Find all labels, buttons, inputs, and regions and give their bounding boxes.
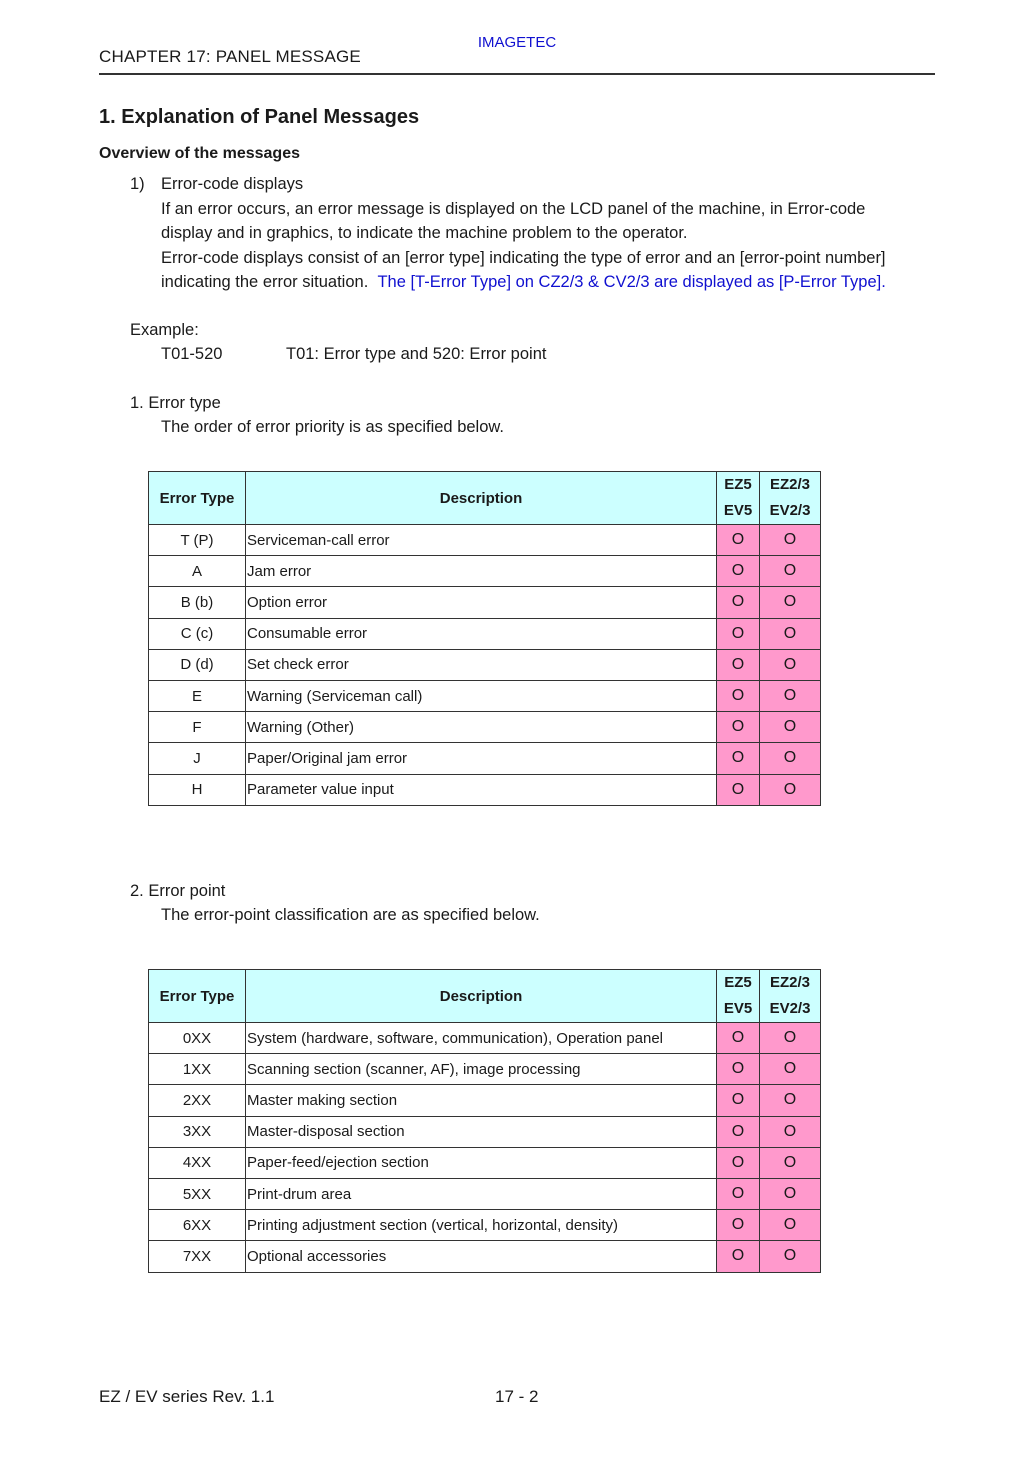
- table-row: [149, 712, 821, 743]
- table-row: [149, 1116, 821, 1147]
- cell-mark-ez5: O: [717, 1023, 760, 1054]
- header-ev23: EV2/3: [769, 502, 811, 519]
- cell-description: Jam error: [246, 556, 717, 587]
- table-row: [149, 743, 821, 774]
- cell-mark-ez23: O: [760, 1147, 821, 1178]
- header-ez23: EZ2/3: [769, 476, 811, 493]
- brand-name: IMAGETEC: [477, 34, 557, 51]
- intro-item-number: 1): [130, 175, 145, 193]
- example-code: T01-520: [161, 345, 223, 363]
- intro-block: [161, 172, 941, 295]
- table-row: [149, 618, 821, 649]
- cell-mark-ez23: O: [760, 649, 821, 680]
- intro-line-3: Error-code displays consist of an [error type] indicating the type of error and an [error-point number]: [161, 248, 886, 267]
- cell-error-type: 4XX: [149, 1147, 246, 1178]
- cell-mark-ez5: O: [717, 1054, 760, 1085]
- cell-mark-ez23: O: [760, 618, 821, 649]
- cell-description: Print-drum area: [246, 1178, 717, 1209]
- cell-mark-ez23: O: [760, 743, 821, 774]
- cell-mark-ez23: O: [760, 587, 821, 618]
- table-header-row: [149, 472, 821, 525]
- cell-error-type: F: [149, 712, 246, 743]
- cell-description: System (hardware, software, communication), Operation panel: [246, 1023, 717, 1054]
- cell-description: Paper-feed/ejection section: [246, 1147, 717, 1178]
- footer-series: EZ / EV series Rev. 1.1: [99, 1387, 275, 1406]
- cell-mark-ez23: O: [760, 525, 821, 556]
- cell-description: Optional accessories: [246, 1241, 717, 1272]
- cell-mark-ez23: O: [760, 1085, 821, 1116]
- header-model-ez5: [717, 472, 760, 525]
- cell-description: Parameter value input: [246, 774, 717, 805]
- cell-description: Master making section: [246, 1085, 717, 1116]
- header-error-type: Error Type: [149, 970, 246, 1023]
- cell-mark-ez23: O: [760, 1241, 821, 1272]
- footer-page-number: 17 - 2: [495, 1387, 539, 1406]
- header-ev5: EV5: [723, 1000, 753, 1017]
- table-row: [149, 525, 821, 556]
- table-row: [149, 587, 821, 618]
- cell-error-type: E: [149, 680, 246, 711]
- cell-description: Warning (Other): [246, 712, 717, 743]
- header-ev5: EV5: [723, 502, 753, 519]
- chapter-title: CHAPTER 17: PANEL MESSAGE: [99, 47, 361, 66]
- intro-item-title: Error-code displays: [161, 175, 304, 193]
- cell-error-type: 6XX: [149, 1210, 246, 1241]
- cell-mark-ez23: O: [760, 1023, 821, 1054]
- section-subtitle: Overview of the messages: [99, 145, 300, 162]
- cell-description: Paper/Original jam error: [246, 743, 717, 774]
- cell-mark-ez5: O: [717, 1116, 760, 1147]
- table-header-row: [149, 970, 821, 1023]
- cell-mark-ez5: O: [717, 618, 760, 649]
- header-description: Description: [246, 472, 717, 525]
- cell-description: Serviceman-call error: [246, 525, 717, 556]
- cell-error-type: A: [149, 556, 246, 587]
- table-row: [149, 1241, 821, 1272]
- cell-mark-ez5: O: [717, 1178, 760, 1209]
- header-ez5: EZ5: [724, 476, 752, 493]
- table-row: [149, 649, 821, 680]
- cell-mark-ez5: O: [717, 649, 760, 680]
- cell-mark-ez5: O: [717, 680, 760, 711]
- cell-mark-ez5: O: [717, 556, 760, 587]
- cell-description: Set check error: [246, 649, 717, 680]
- cell-description: Consumable error: [246, 618, 717, 649]
- table-row: [149, 556, 821, 587]
- table-row: [149, 1178, 821, 1209]
- header-ev23: EV2/3: [769, 1000, 811, 1017]
- header-ez5: EZ5: [724, 974, 752, 991]
- cell-mark-ez5: O: [717, 525, 760, 556]
- cell-error-type: 7XX: [149, 1241, 246, 1272]
- error-type-table: [148, 471, 821, 806]
- cell-error-type: T (P): [149, 525, 246, 556]
- table-row: [149, 1147, 821, 1178]
- intro-line-4-wrap: [161, 270, 941, 295]
- header-model-ez5: [717, 970, 760, 1023]
- error-point-heading: 2. Error point: [130, 882, 226, 900]
- cell-mark-ez23: O: [760, 712, 821, 743]
- cell-mark-ez23: O: [760, 774, 821, 805]
- error-point-text: The error-point classification are as specified below.: [161, 906, 540, 924]
- section-title: 1. Explanation of Panel Messages: [99, 106, 420, 128]
- cell-error-type: 3XX: [149, 1116, 246, 1147]
- cell-mark-ez23: O: [760, 1054, 821, 1085]
- cell-mark-ez5: O: [717, 1210, 760, 1241]
- cell-error-type: 0XX: [149, 1023, 246, 1054]
- cell-error-type: 1XX: [149, 1054, 246, 1085]
- header-model-ez23: [760, 970, 821, 1023]
- cell-mark-ez5: O: [717, 1147, 760, 1178]
- cell-mark-ez23: O: [760, 1178, 821, 1209]
- example-label: Example:: [130, 321, 199, 339]
- cell-mark-ez5: O: [717, 1241, 760, 1272]
- cell-description: Master-disposal section: [246, 1116, 717, 1147]
- cell-mark-ez5: O: [717, 743, 760, 774]
- cell-mark-ez23: O: [760, 1116, 821, 1147]
- header-divider: [99, 73, 935, 75]
- cell-mark-ez23: O: [760, 556, 821, 587]
- cell-description: Scanning section (scanner, AF), image processing: [246, 1054, 717, 1085]
- table-row: [149, 1054, 821, 1085]
- table-row: [149, 1085, 821, 1116]
- intro-note: The [T-Error Type] on CZ2/3 & CV2/3 are displayed as [P-Error Type].: [377, 273, 886, 291]
- table-row: [149, 774, 821, 805]
- error-type-text: The order of error priority is as specified below.: [161, 418, 504, 436]
- cell-error-type: H: [149, 774, 246, 805]
- header-description: Description: [246, 970, 717, 1023]
- cell-mark-ez23: O: [760, 1210, 821, 1241]
- cell-error-type: 2XX: [149, 1085, 246, 1116]
- cell-description: Warning (Serviceman call): [246, 680, 717, 711]
- table-row: [149, 1210, 821, 1241]
- cell-error-type: D (d): [149, 649, 246, 680]
- cell-mark-ez5: O: [717, 774, 760, 805]
- cell-description: Option error: [246, 587, 717, 618]
- cell-error-type: B (b): [149, 587, 246, 618]
- intro-line-2: display and in graphics, to indicate the machine problem to the operator.: [161, 224, 688, 242]
- error-point-table: [148, 969, 821, 1273]
- table-row: [149, 680, 821, 711]
- header-error-type: Error Type: [149, 472, 246, 525]
- header-model-ez23: [760, 472, 821, 525]
- intro-line-4: indicating the error situation.: [161, 273, 369, 291]
- cell-error-type: 5XX: [149, 1178, 246, 1209]
- cell-mark-ez23: O: [760, 680, 821, 711]
- cell-mark-ez5: O: [717, 712, 760, 743]
- error-type-heading: 1. Error type: [130, 394, 221, 412]
- cell-description: Printing adjustment section (vertical, horizontal, density): [246, 1210, 717, 1241]
- cell-mark-ez5: O: [717, 1085, 760, 1116]
- cell-error-type: J: [149, 743, 246, 774]
- cell-error-type: C (c): [149, 618, 246, 649]
- cell-mark-ez5: O: [717, 587, 760, 618]
- header-ez23: EZ2/3: [769, 974, 811, 991]
- intro-line-1: If an error occurs, an error message is displayed on the LCD panel of the machine, in Error-code: [161, 199, 866, 218]
- example-explanation: T01: Error type and 520: Error point: [286, 345, 547, 363]
- table-row: [149, 1023, 821, 1054]
